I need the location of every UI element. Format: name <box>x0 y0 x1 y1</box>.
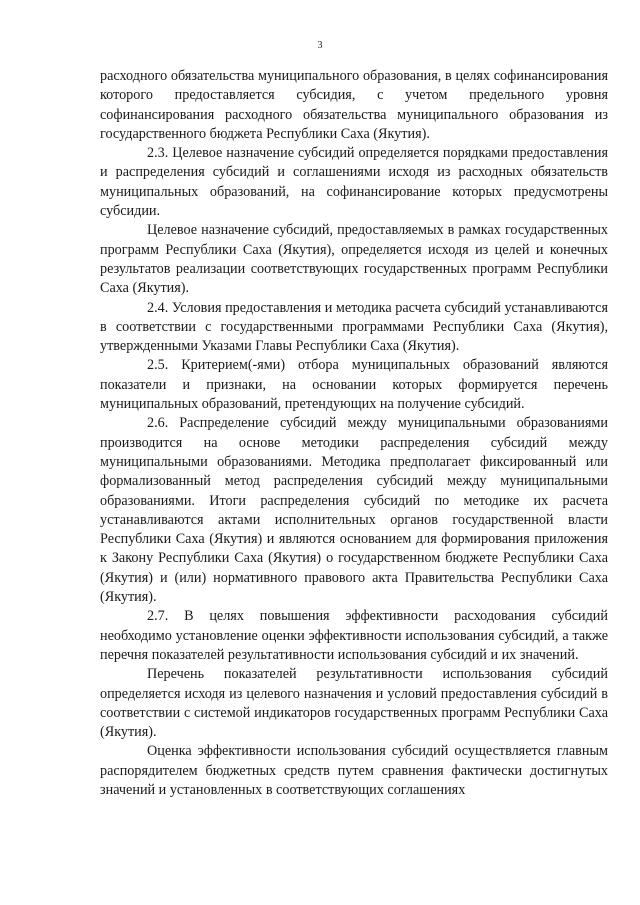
paragraph-continuation: расходного обязательства муниципального образования, в целях софинансирования которого предоставляется субсидия, с учетом предельного уровня софинансирования расходного обязательства муниципального образования из государственного бюджета Республики Саха (Якутия). <box>100 68 608 142</box>
paragraph-2-6: 2.6. Распределение субсидий между муниципальными образованиями производится на основе методики распределения субсидий между муниципальными образованиями. Методика предполагает фиксированный или формализованный метод распределения субсидий между муниципальными образованиями. Итоги распределения субсидий по методике их расчета устанавливаются актами исполнительных органов государственной власти Республики Саха (Якутия) и являются основанием для формирования приложения к Закону Республики Саха (Якутия) о государственном бюджете Республики Саха (Якутия) и (или) нормативного правового акта Правительства Республики Саха (Якутия). <box>100 415 608 606</box>
paragraph-target-purpose: Целевое назначение субсидий, предоставляемых в рамках государственных программ Республики Саха (Якутия), определяется исходя из целей и конечных результатов реализации соответствующих государственных программ Республики Саха (Якутия). <box>100 222 608 297</box>
paragraph-2-7: 2.7. В целях повышения эффективности расходования субсидий необходимо установление оценки эффективности использования субсидий, а также перечня показателей результативности использования субсидий и их значений. <box>100 608 608 663</box>
paragraph-2-4: 2.4. Условия предоставления и методика расчета субсидий устанавливаются в соответствии с государственными программами Республики Саха (Якутия), утвержденными Указами Главы Республики Саха (Якутия). <box>100 299 608 355</box>
page-number: 3 <box>317 40 323 51</box>
document-body <box>100 67 608 800</box>
paragraph-2-5: 2.5. Критерием(-ями) отбора муниципальных образований являются показатели и признаки, на основании которых формируется перечень муниципальных образований, претендующих на получение субсидий. <box>100 357 608 413</box>
paragraph-2-3: 2.3. Целевое назначение субсидий определяется порядками предоставления и распределения субсидий и соглашениями исходя из расходных обязательств муниципальных образований, на софинансирование которых предусмотрены субсидии. <box>100 145 608 220</box>
paragraph-indicators-list: Перечень показателей результативности использования субсидий определяется исходя из целевого назначения и условий предоставления субсидий в соответствии с системой индикаторов государственных программ Республики Саха (Якутия). <box>100 666 608 741</box>
paragraph-efficiency-evaluation: Оценка эффективности использования субсидий осуществляется главным распорядителем бюджетных средств путем сравнения фактически достигнутых значений и установленных в соответствующих соглашениях <box>100 743 608 798</box>
